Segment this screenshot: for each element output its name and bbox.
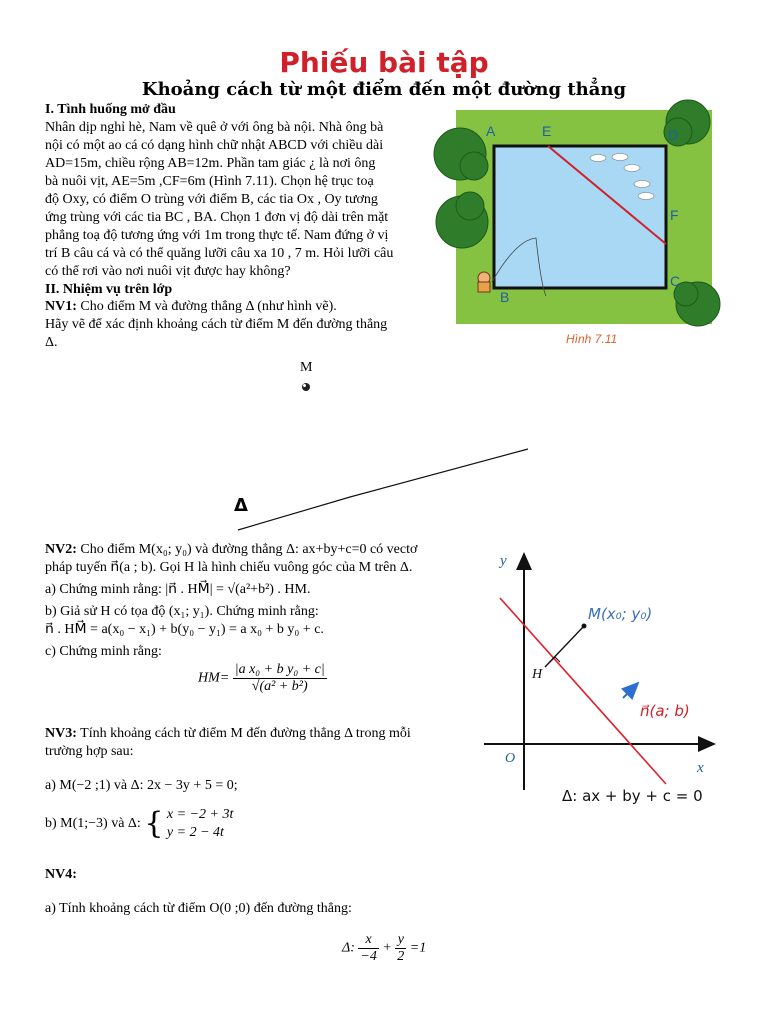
page-title: Phiếu bài tập [279, 46, 489, 79]
section1-line: độ Oxy, có điểm O trùng với điểm B, các tia Ox , Oy tương [45, 192, 378, 207]
section1-line: phẳng toạ độ tương ứng với 1m trong thực tế. Nam đứng ở vị [45, 228, 389, 243]
nv2-b1: b) Giả sử H có tọa độ (x₁; y₁). Chứng minh rằng: [45, 604, 319, 619]
section1-line: trí B câu cá và có thể quăng lưỡi câu xa 10 , 7 m. Hỏi lưỡi câu [45, 246, 394, 261]
label-d: D [668, 127, 679, 143]
nv4-eq-prefix: Δ: [342, 940, 355, 956]
nv3-block [45, 725, 473, 761]
nv1-label: NV1: [45, 299, 77, 314]
label-c: C [670, 273, 681, 289]
point-m-graph [582, 624, 587, 629]
nv4-rhs: =1 [409, 940, 427, 956]
nv2-label: NV2: [45, 542, 77, 557]
system-brace: { [144, 806, 164, 841]
section1-line: Nhân dịp nghỉ hè, Nam về quê ở với ông bà nội. Nhà ông bà [45, 120, 384, 135]
nv2-c: c) Chứng minh rằng: [45, 644, 162, 659]
nv3-a: a) M(−2 ;1) và Δ: 2x − 3y + 5 = 0; [45, 778, 238, 793]
nv3-label: NV3: [45, 726, 77, 741]
section1-line: ứng trùng với các tia BC , BA. Chọn 1 đơn vị độ dài trên mặt [45, 210, 389, 225]
nv3-b-eq2: y = 2 − 4t [166, 825, 224, 840]
formula-numerator: |a x₀ + b y₀ + c| [234, 662, 325, 677]
nv2-b2: n⃗ . HM⃗ = a(x₀ − x₁) + b(y₀ − y₁) = a x₀ + b y₀ + c. [45, 622, 324, 637]
section1-line: nội có một ao cá có dạng hình chữ nhật ABCD với chiều dài [45, 138, 384, 153]
page-subtitle: Khoảng cách từ một điểm đến một đường thẳng [141, 79, 627, 100]
graph-origin-label: O [505, 751, 516, 766]
nv2-line1: Cho điểm M(x₀; y₀) và đường thẳng Δ: ax+by+c=0 có vectơ [76, 542, 418, 557]
nv3-b-eq1: x = −2 + 3t [166, 807, 234, 822]
graph-line-label: Δ: ax + by + c = 0 [562, 787, 703, 805]
graph-h-label: H [532, 667, 543, 682]
nv2-line2: pháp tuyến n⃗(a ; b). Gọi H là hình chiếu vuông góc của M trên Δ. [45, 560, 413, 575]
nv4-x-denominator: −4 [360, 949, 377, 964]
label-b: B [500, 289, 510, 305]
nv4-equation [342, 932, 426, 965]
label-a: A [486, 123, 496, 139]
section1-line: có thể rơi vào nơi nuôi vịt được hay không? [45, 264, 291, 279]
nv2-a: a) Chứng minh rằng: |n⃗ . HM⃗| = √(a²+b²) . HM. [45, 582, 311, 597]
nv4-plus: + [382, 940, 392, 956]
section1-line: bà nuôi vịt, AE=5m ,CF=6m (Hình 7.11). Chọn hệ trục toạ [45, 174, 374, 189]
normal-vector-arrow [623, 683, 638, 698]
section2-heading: II. Nhiệm vụ trên lớp [45, 282, 173, 297]
graph-x-label: x [697, 760, 704, 776]
formula-denominator: √(a² + b²) [251, 679, 308, 694]
nv1-point-label: M [300, 360, 313, 375]
formula-lhs: HM= [198, 670, 230, 686]
nv3-b [45, 806, 233, 842]
nv1-text: Cho điểm M và đường thẳng Δ (như hình vẽ). [76, 299, 337, 314]
nv4-a: a) Tính khoảng cách từ điểm O(0 ;0) đến đường thẳng: [45, 901, 352, 916]
nv3-b-prefix: b) M(1;−3) và Δ: [45, 816, 141, 831]
figure-caption: Hình 7.11 [566, 332, 618, 346]
nv4-x-numerator: x [358, 932, 378, 949]
nv4-y-denominator: 2 [397, 949, 405, 964]
graph-m-label: M(x₀; y₀) [588, 605, 653, 623]
section1-line: AD=15m, chiều rộng AB=12m. Phần tam giác ¿ là nơi ông [45, 156, 376, 171]
nv4-y-numerator: y [395, 932, 406, 949]
graph-y-label: y [500, 553, 507, 569]
nv1-line2: Hãy vẽ để xác định khoảng cách từ điểm M đến đường thẳng [45, 317, 388, 332]
label-e: E [542, 123, 552, 139]
section1-heading: I. Tình huống mở đầu [45, 102, 176, 117]
nv1-line3: Δ. [45, 335, 58, 350]
nv3-line2: trường hợp sau: [45, 744, 134, 759]
label-f: F [670, 207, 679, 223]
nv4-label: NV4: [45, 867, 77, 882]
nv3-line1: Tính khoảng cách từ điểm M đến đường thẳng Δ trong mỗi [76, 726, 411, 741]
graph-n-label: n⃗(a; b) [640, 702, 690, 720]
nv1-line-label: Δ [234, 495, 248, 516]
